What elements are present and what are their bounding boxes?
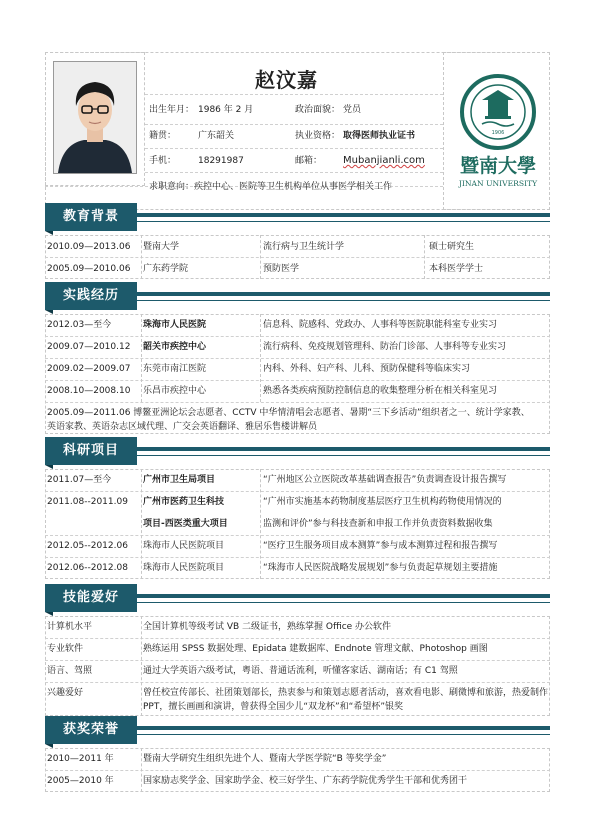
birth-label: 出生年月： [149, 105, 195, 115]
politics-value: 党员 [343, 105, 362, 115]
logo-english: JINAN UNIVERSITY [458, 179, 538, 188]
license-value: 取得医师执业证书 [343, 131, 416, 141]
award-desc-1: 暨南大学研究生组织先进个人、暨南大学医学院“B 等奖学金” [143, 754, 387, 764]
practice-desc-4: 熟悉各类疾病预防控制信息的收集整理分析在相关科室见习 [263, 386, 498, 396]
research-desc-5: “珠海市人民医院战略发展规划”参与负责起草规划主要措施 [263, 563, 498, 573]
email-label: 邮箱： [295, 156, 323, 166]
research-desc-3: 监测和评价”参与科技查新和申报工作并负责资料数据收集 [263, 519, 493, 529]
practice-org-2: 韶关市疾控中心 [143, 342, 207, 352]
skill-label-1: 计算机水平 [47, 622, 93, 632]
research-date-5: 2012.06--2012.08 [47, 563, 128, 573]
research-org-4: 珠海市人民医院项目 [143, 541, 225, 551]
practice-date-2: 2009.07—2010.12 [47, 342, 131, 352]
politics-label: 政治面貌： [295, 105, 341, 115]
edu-field-1: 流行病与卫生统计学 [263, 242, 345, 252]
birth-value: 1986 年 2 月 [198, 105, 254, 115]
volunteer-line-1: 2005.09—2011.06 博鳌亚洲论坛会志愿者、CCTV 中华情清唱会志愿者、暑期“三下乡活动”组织者之一、统计学家教、 [47, 408, 530, 418]
edu-field-2: 预防医学 [263, 264, 300, 274]
practice-date-4: 2008.10—2008.10 [47, 386, 131, 396]
volunteer-line-2: 英语家教、英语杂志区域代理、广交会英语翻译、雅居乐售楼讲解员 [47, 422, 318, 432]
section-skills [45, 582, 550, 616]
university-logo [452, 72, 544, 202]
logo-year: 1906 [491, 130, 505, 136]
award-date-1: 2010—2011 年 [47, 754, 114, 764]
research-desc-4: “医疗卫生服务项目成本测算”参与成本测算过程和报告撰写 [263, 541, 498, 551]
research-org-2: 广州市医药卫生科技 [143, 497, 225, 507]
edu-date-2: 2005.09—2010.06 [47, 264, 131, 274]
profile-photo [53, 61, 137, 174]
skill-label-2: 专业软件 [47, 644, 84, 654]
award-desc-2: 国家励志奖学金、国家助学金、校三好学生、广东药学院优秀学生干部和优秀团干 [143, 776, 468, 786]
edu-date-1: 2010.09—2013.06 [47, 242, 131, 252]
section-title-skills: 技能爱好 [45, 584, 137, 612]
research-desc-1: “广州地区公立医院改革基础调查报告”负责调查设计报告撰写 [263, 475, 507, 485]
practice-date-1: 2012.03—至今 [47, 320, 112, 330]
practice-desc-2: 流行病科、免疫规划管理科、防治门诊部、人事科等专业实习 [263, 342, 507, 352]
skill-desc-1: 全国计算机等级考试 VB 二级证书，熟练掌握 Office 办公软件 [143, 622, 392, 632]
email-value[interactable]: Mubanjianli.com [343, 155, 425, 166]
skill-label-3: 语言、驾照 [47, 666, 93, 676]
practice-org-3: 东莞市南江医院 [143, 364, 207, 374]
research-org-5: 珠海市人民医院项目 [143, 563, 225, 573]
research-org-3: 项目-西医类重大项目 [143, 519, 228, 529]
edu-degree-2: 本科医学学士 [429, 264, 484, 274]
practice-org-4: 乐昌市疾控中心 [143, 386, 207, 396]
section-awards [45, 714, 550, 748]
award-date-2: 2005—2010 年 [47, 776, 114, 786]
section-research [45, 435, 550, 469]
practice-desc-1: 信息科、院感科、党政办、人事科等医院职能科室专业实习 [263, 320, 498, 330]
section-education [45, 201, 550, 235]
hobby-line-1: 曾任校宣传部长、社团策划部长，热衷参与和策划志愿者活动，喜欢看电影、刷微博和旅游，热爱制作 [143, 688, 549, 698]
research-date-1: 2011.07—至今 [47, 475, 112, 485]
research-date-2: 2011.08--2011.09 [47, 497, 128, 507]
practice-desc-3: 内科、外科、妇产科、儿科、预防保健科等临床实习 [263, 364, 471, 374]
objective-text: 求职意向：疾控中心、医院等卫生机构单位从事医学相关工作 [149, 182, 393, 192]
edu-degree-1: 硕士研究生 [429, 242, 475, 252]
logo-chinese: 暨南大學 [459, 155, 537, 177]
phone-label: 手机： [149, 156, 177, 166]
phone-value: 18291987 [198, 156, 244, 166]
section-title-practice: 实践经历 [45, 282, 137, 310]
research-desc-2: “广州市实施基本药物制度基层医疗卫生机构药物使用情况的 [263, 497, 502, 507]
section-title-education: 教育背景 [45, 203, 137, 231]
license-label: 执业资格： [295, 131, 341, 141]
practice-org-1: 珠海市人民医院 [143, 320, 207, 330]
origin-label: 籍贯： [149, 131, 177, 141]
hobby-line-2: PPT，擅长画画和演讲，曾获得全国少儿“双龙杯”和“希望杯”银奖 [143, 702, 404, 712]
section-title-awards: 获奖荣誉 [45, 716, 137, 744]
candidate-name: 赵汶嘉 [255, 68, 318, 92]
edu-org-1: 暨南大学 [143, 242, 180, 252]
research-org-1: 广州市卫生局项目 [143, 475, 216, 485]
edu-org-2: 广东药学院 [143, 264, 189, 274]
practice-date-3: 2009.02—2009.07 [47, 364, 131, 374]
hobby-label: 兴趣爱好 [47, 688, 84, 698]
skill-desc-3: 通过大学英语六级考试，粤语、普通话流利，听懂客家话、湖南话；有 C1 驾照 [143, 666, 458, 676]
resume-page [45, 52, 550, 794]
skill-desc-2: 熟练运用 SPSS 数据处理、Epidata 建数据库、Endnote 管理文献、Photoshop 画图 [143, 644, 488, 654]
section-practice [45, 280, 550, 314]
origin-value: 广东韶关 [198, 131, 235, 141]
research-date-4: 2012.05--2012.06 [47, 541, 128, 551]
section-title-research: 科研项目 [45, 437, 137, 465]
